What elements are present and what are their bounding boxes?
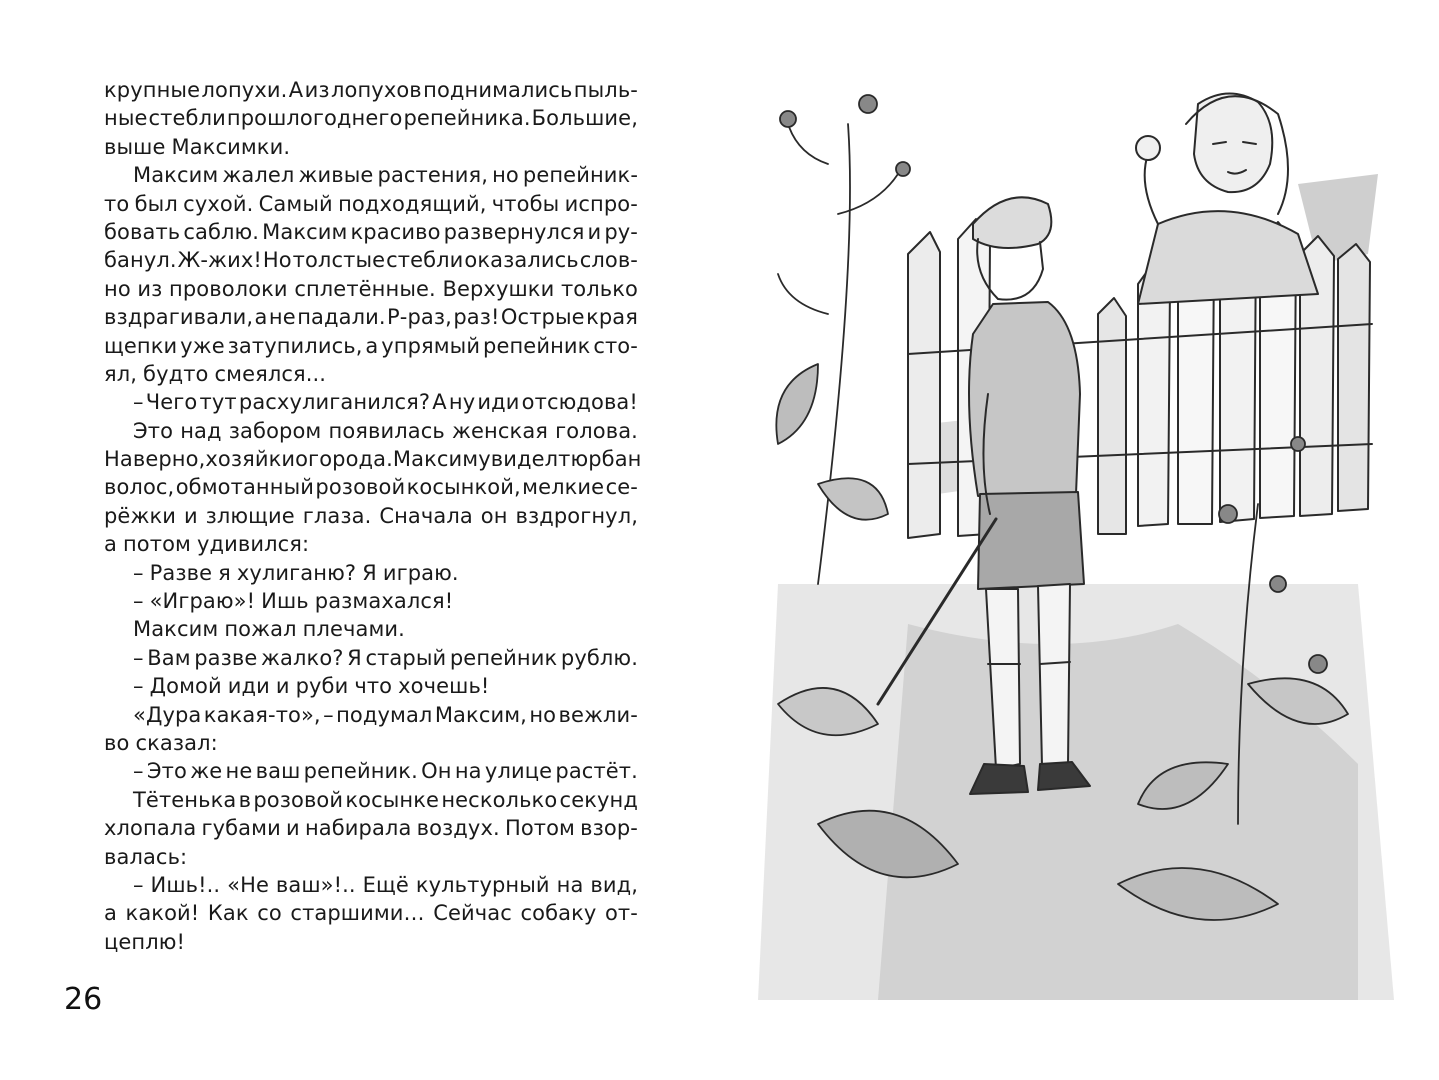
text-line xyxy=(104,417,638,445)
word: голова. xyxy=(555,418,638,443)
word: и xyxy=(587,219,602,244)
word: Это xyxy=(146,759,187,784)
text-line xyxy=(104,246,638,274)
word: уже xyxy=(180,333,225,358)
word: вздрогнул, xyxy=(515,503,638,528)
word: бовать xyxy=(104,219,181,244)
word: вздрагивали, xyxy=(104,305,254,330)
word: красиво xyxy=(350,219,441,244)
word: смеялся... xyxy=(214,361,327,386)
word: Ж-жих! xyxy=(177,248,262,273)
word: хочешь! xyxy=(398,674,490,699)
word: Верхушки xyxy=(442,276,555,301)
word: жалко? xyxy=(261,645,344,670)
word: хлопала xyxy=(104,816,197,841)
word: старый xyxy=(365,645,447,670)
text-line xyxy=(104,473,638,501)
word: был xyxy=(134,191,178,216)
word: растения, xyxy=(377,163,488,188)
word: из xyxy=(304,78,330,102)
word: ял, xyxy=(104,361,138,386)
word: ру- xyxy=(604,219,638,244)
word: – xyxy=(133,589,144,614)
word: какая-то», xyxy=(203,702,321,727)
word: падали. xyxy=(297,305,386,330)
word: ваш»!.. xyxy=(275,872,356,897)
word: а xyxy=(365,333,379,358)
word: стебли xyxy=(386,248,464,273)
word: А xyxy=(432,390,447,415)
word: и xyxy=(183,503,198,528)
word: воздух. xyxy=(416,816,500,841)
word: разве xyxy=(194,645,258,670)
word: секунд xyxy=(559,787,638,812)
word: но xyxy=(492,163,519,188)
word: не xyxy=(268,305,296,330)
word: удивился: xyxy=(196,532,310,557)
word: ну xyxy=(448,390,476,415)
word: развернулся xyxy=(443,219,585,244)
word: – xyxy=(133,759,144,784)
word: лопухов xyxy=(330,78,422,102)
word: саблю. xyxy=(183,219,260,244)
text-line xyxy=(104,559,638,587)
word: Максим, xyxy=(434,702,527,727)
word: Как xyxy=(207,901,249,926)
word: Но xyxy=(262,248,292,273)
word: Тётенька xyxy=(133,787,237,812)
word: забором xyxy=(228,418,322,443)
text-line xyxy=(104,161,638,189)
word: прошлогоднего xyxy=(226,106,403,131)
word: но xyxy=(529,702,557,727)
text-line xyxy=(104,899,638,927)
word: будто xyxy=(143,361,209,386)
word: вид, xyxy=(590,872,638,897)
text-line xyxy=(104,388,638,416)
text-line xyxy=(104,672,638,700)
word: Он xyxy=(421,759,452,784)
word: Потом xyxy=(504,816,575,841)
word: упрямый xyxy=(381,333,481,358)
text-line xyxy=(104,275,638,303)
word: валась: xyxy=(104,844,188,869)
word: – xyxy=(133,872,144,897)
word: а xyxy=(254,305,268,330)
word: собаку xyxy=(520,901,597,926)
word: поднимались xyxy=(423,78,573,102)
word: же xyxy=(190,759,223,784)
word: проволоки xyxy=(169,276,288,301)
text-line xyxy=(104,786,638,814)
word: «Дура xyxy=(133,702,202,727)
word: затупились, xyxy=(227,333,363,358)
word: толстые xyxy=(292,248,386,273)
word: – xyxy=(323,702,334,727)
word: А xyxy=(288,78,304,102)
word: репейник- xyxy=(522,163,638,188)
word: рёжки xyxy=(104,503,177,528)
word: я xyxy=(218,560,231,585)
text-line xyxy=(104,104,638,132)
word: женская xyxy=(452,418,549,443)
word: тут xyxy=(199,390,237,415)
word: – xyxy=(133,560,144,585)
word: пожал xyxy=(224,617,297,642)
word: на xyxy=(556,872,584,897)
word: огорода. xyxy=(295,447,393,472)
word: выше xyxy=(104,134,166,159)
word: Максим xyxy=(392,447,479,472)
word: Максим xyxy=(262,219,348,244)
word: – xyxy=(133,645,144,670)
page-number: 26 xyxy=(64,982,103,1017)
text-line xyxy=(104,332,638,360)
text-line xyxy=(104,871,638,899)
word: волос, xyxy=(104,475,175,500)
word: подумал xyxy=(336,702,433,727)
word: Большие, xyxy=(531,106,638,131)
text-line xyxy=(104,360,638,388)
word: Максим xyxy=(133,617,219,642)
word: губами xyxy=(201,816,281,841)
word: Ещё xyxy=(362,872,409,897)
word: сухой. xyxy=(183,191,254,216)
word: чтобы xyxy=(491,191,560,216)
word: стебли xyxy=(148,106,226,131)
word: «Не xyxy=(227,872,269,897)
word: плечами. xyxy=(302,617,405,642)
word: то xyxy=(104,191,130,216)
word: Я xyxy=(362,560,377,585)
word: появилась xyxy=(328,418,445,443)
word: из xyxy=(137,276,163,301)
text-line xyxy=(104,615,638,643)
word: а xyxy=(104,532,117,557)
word: сто- xyxy=(593,333,638,358)
word: и xyxy=(275,674,290,699)
word: во xyxy=(104,730,130,755)
word: вежли- xyxy=(558,702,638,727)
word: се- xyxy=(605,475,638,500)
word: крупные xyxy=(104,78,201,102)
word: несколько xyxy=(441,787,558,812)
word: репейник xyxy=(483,333,591,358)
word: подходящий, xyxy=(338,191,487,216)
text-column xyxy=(104,76,642,956)
word: розовой xyxy=(253,787,344,812)
word: размахался! xyxy=(314,589,454,614)
word: лопухи. xyxy=(201,78,288,102)
word: растёт. xyxy=(555,759,638,784)
text-line xyxy=(104,701,638,729)
word: потом xyxy=(122,532,191,557)
word: Вам xyxy=(147,645,191,670)
word: Максимки. xyxy=(171,134,291,159)
word: какой! xyxy=(125,901,200,926)
word: взор- xyxy=(580,816,638,841)
word: Домой xyxy=(149,674,222,699)
word: Сейчас xyxy=(433,901,512,926)
word: иди xyxy=(227,674,270,699)
word: косынке xyxy=(345,787,440,812)
word: косынкой, xyxy=(406,475,521,500)
word: в xyxy=(238,787,252,812)
word: ные xyxy=(104,106,148,131)
word: «Играю»! xyxy=(149,589,256,614)
word: что xyxy=(354,674,393,699)
text-line xyxy=(104,587,638,615)
word: от- xyxy=(604,901,638,926)
word: хулиганю? xyxy=(236,560,357,585)
word: увидел xyxy=(478,447,559,472)
text-line xyxy=(104,76,638,104)
text-line xyxy=(104,928,638,956)
word: а xyxy=(104,901,117,926)
word: жалел xyxy=(222,163,295,188)
word: хозяйки xyxy=(205,447,296,472)
word: злющие xyxy=(205,503,295,528)
text-line xyxy=(104,814,638,842)
word: цеплю! xyxy=(104,929,186,954)
word: обмотанный xyxy=(175,475,315,500)
word: банул. xyxy=(104,248,177,273)
word: иди xyxy=(477,390,520,415)
word: со xyxy=(257,901,282,926)
word: играю. xyxy=(382,560,459,585)
word: расхулиганился? xyxy=(238,390,431,415)
word: Самый xyxy=(258,191,333,216)
word: репейника. xyxy=(403,106,531,131)
word: испро- xyxy=(564,191,638,216)
word: рублю. xyxy=(560,645,638,670)
text-line xyxy=(104,445,642,473)
text-line xyxy=(104,729,638,757)
word: тюрбан xyxy=(558,447,642,472)
word: руби xyxy=(295,674,349,699)
word: Ишь!.. xyxy=(150,872,221,897)
word: оказались xyxy=(464,248,579,273)
word: не xyxy=(225,759,253,784)
text-line xyxy=(104,757,638,785)
word: Наверно, xyxy=(104,447,206,472)
word: Я xyxy=(347,645,362,670)
text-line xyxy=(104,190,638,218)
word: набирала xyxy=(304,816,412,841)
text-line xyxy=(104,843,638,871)
word: и xyxy=(286,816,300,841)
word: – xyxy=(133,674,144,699)
word: мелкие xyxy=(522,475,605,500)
word: слов- xyxy=(579,248,638,273)
word: сказал: xyxy=(135,730,218,755)
word: над xyxy=(180,418,222,443)
word: края xyxy=(586,305,638,330)
word: Р-раз, xyxy=(387,305,452,330)
word: глаза. xyxy=(302,503,372,528)
word: пыль- xyxy=(573,78,638,102)
text-line xyxy=(104,502,638,530)
word: – xyxy=(133,390,144,415)
word: репейник xyxy=(449,645,558,670)
illustration xyxy=(758,64,1394,1000)
word: сплетённые. xyxy=(294,276,436,301)
word: репейник. xyxy=(303,759,418,784)
word: отсюдова! xyxy=(521,390,638,415)
sketch-illustration-icon xyxy=(758,64,1394,1000)
word: раз! xyxy=(453,305,500,330)
word: Максим xyxy=(133,163,219,188)
word: живые xyxy=(298,163,374,188)
word: Чего xyxy=(145,390,198,415)
word: культурный xyxy=(415,872,550,897)
word: он xyxy=(480,503,508,528)
word: только xyxy=(560,276,638,301)
text-line xyxy=(104,644,638,672)
word: Острые xyxy=(500,305,585,330)
word: Это xyxy=(133,418,174,443)
word: Сначала xyxy=(379,503,473,528)
word: но xyxy=(104,276,131,301)
text-line xyxy=(104,133,638,161)
text-line xyxy=(104,530,638,558)
word: старшими… xyxy=(290,901,425,926)
word: на xyxy=(454,759,482,784)
word: ваш xyxy=(255,759,301,784)
word: Разве xyxy=(149,560,213,585)
text-line xyxy=(104,303,638,331)
word: щепки xyxy=(104,333,178,358)
word: улице xyxy=(484,759,553,784)
text-line xyxy=(104,218,638,246)
word: розовой xyxy=(315,475,406,500)
word: Ишь xyxy=(261,589,309,614)
